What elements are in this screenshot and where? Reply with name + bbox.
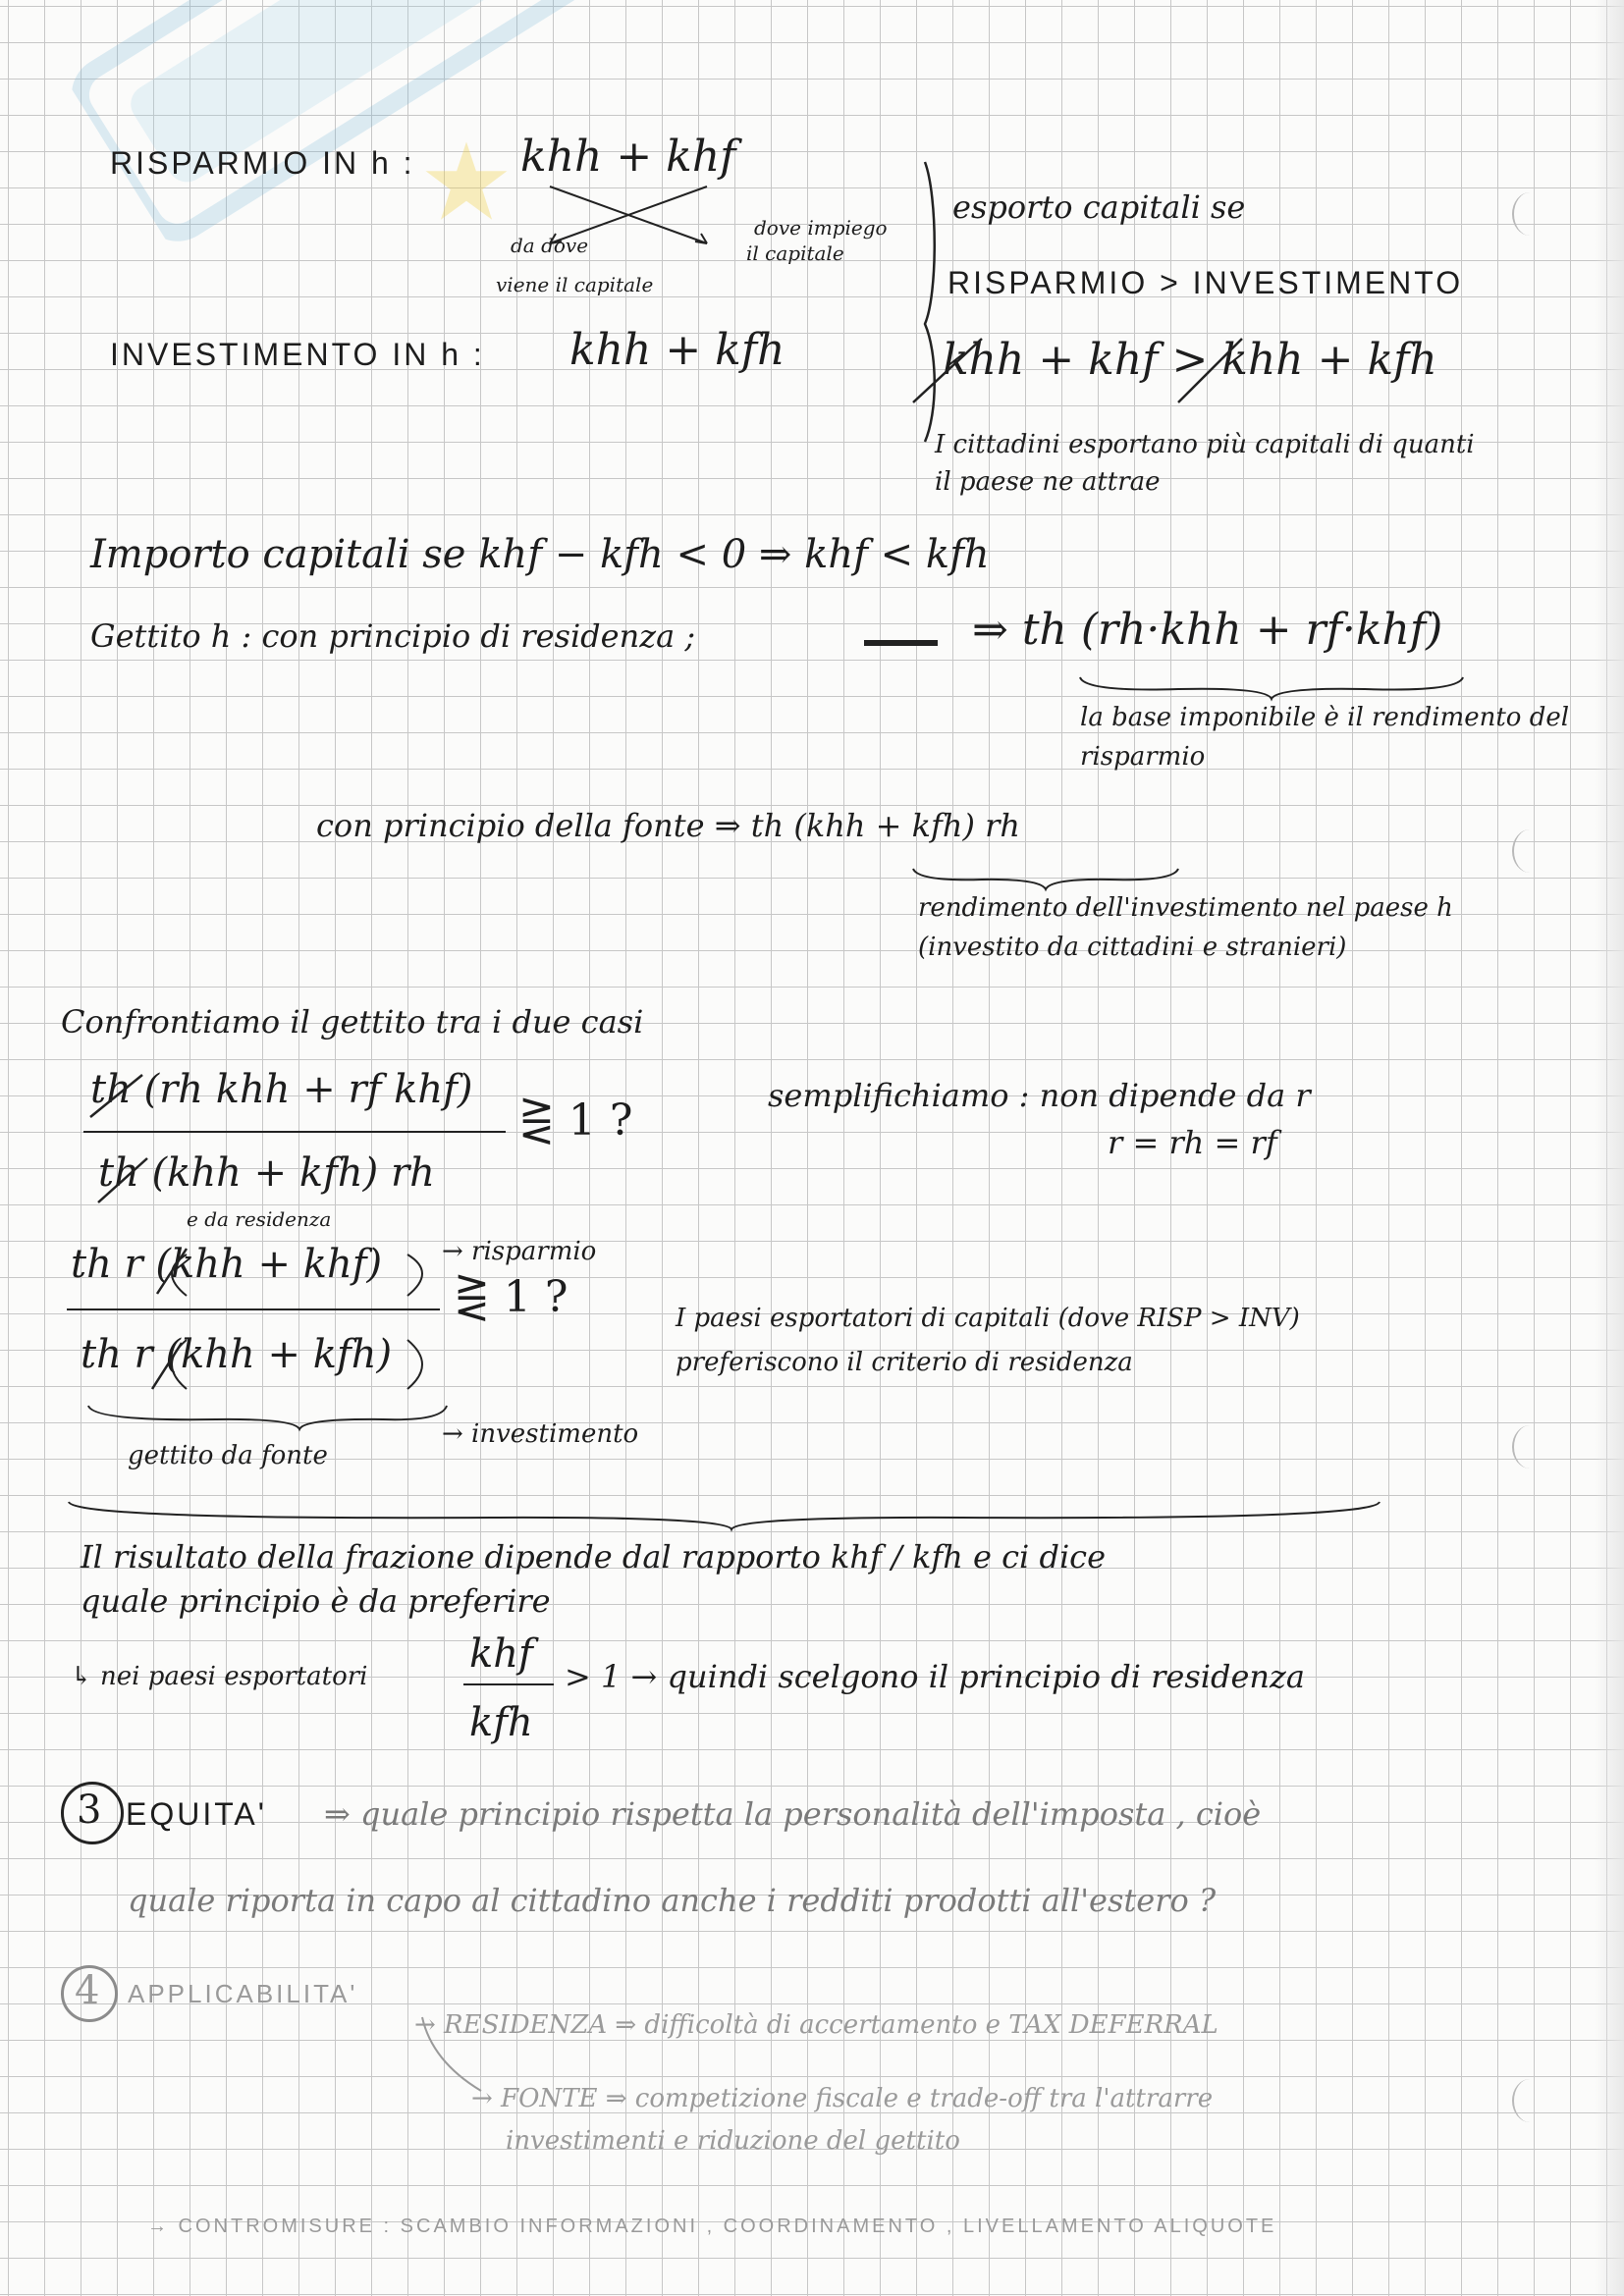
gettito-fonte: gettito da fonte [128,1441,328,1470]
frac1-compare: ⋛ 1 ? [518,1095,633,1146]
number-4: 4 [75,1968,100,2013]
equita-text-1: ⇒ quale principio rispetta la personalità dell'imposta , cioè [324,1795,1262,1833]
equita-text-2: quale riporta in capo al cittadino anche i redditi prodotti all'estero ? [128,1882,1217,1919]
note-origin-1: da dove [511,234,589,257]
equita-label: EQUITA' [126,1796,267,1832]
fonte-note-2: (investito da cittadini e stranieri) [918,933,1347,962]
export-note-1: I cittadini esportano più capitali di quanti [935,430,1475,459]
semplif-line-2: r = rh = rf [1108,1124,1277,1161]
investimento-formula: khh + kfh [569,325,785,375]
risultato-line-2: quale principio è da preferire [81,1582,551,1620]
note-use-2: il capitale [746,241,844,265]
applicabilita-label: APPLICABILITA' [128,1979,358,2008]
export-label: esporto capitali se [952,188,1246,226]
ratio-compare: > 1 → quindi scelgono il principio di residenza [565,1658,1305,1695]
residenza-note-2: risparmio [1080,742,1206,772]
fonte-line-2: investimenti e riduzione del gettito [506,2126,960,2156]
fonte-note-1: rendimento dell'investimento nel paese h [918,893,1453,923]
fonte-line: con principio della fonte ⇒ th (khh + kfh) rh [316,807,1021,844]
contromisure-line: → CONTROMISURE : SCAMBIO INFORMAZIONI , COORDINAMENTO , LIVELLAMENTO ALIQUOTE [147,2216,1277,2237]
export-condition: RISPARMIO > INVESTIMENTO [947,265,1464,300]
risultato-line-1: Il risultato della frazione dipende dal rapporto khf / kfh e ci dice [81,1538,1107,1575]
confronto-line: Confrontiamo il gettito tra i due casi [61,1003,644,1041]
esportatori-label: ↳ nei paesi esportatori [71,1662,368,1691]
note-origin-2: viene il capitale [496,273,654,296]
investimento-label: INVESTIMENTO IN h : [110,337,485,372]
fonte-line-1: → FONTE ⇒ competizione fiscale e trade-off tra l'attrarre [471,2084,1214,2113]
export-note-2: il paese ne attrae [935,467,1161,497]
paesi-note-1: I paesi esportatori di capitali (dove RISP > INV) [676,1304,1300,1333]
paesi-note-2: preferiscono il criterio di residenza [676,1348,1133,1377]
frac1-numerator: th (rh khh + rf khf) [90,1067,473,1112]
gettito-label: Gettito h : con principio di residenza ; [90,617,696,655]
frac2-compare: ⋛ 1 ? [454,1272,568,1322]
investimento-arrow: → investimento [442,1419,639,1449]
import-line: Importo capitali se khf − kfh < 0 ⇒ khf < kfh [90,532,990,577]
note-use-1: dove impiego [754,216,888,240]
number-3: 3 [77,1788,102,1833]
risparmio-arrow: → risparmio [442,1237,597,1266]
frac1-den-note: e da residenza [187,1207,332,1231]
residenza-line: → RESIDENZA ⇒ difficoltà di accertamento e TAX DEFERRAL [414,2010,1218,2040]
ratio-denominator: kfh [469,1700,533,1745]
frac1-denominator: th (khh + kfh) rh [98,1150,435,1196]
frac2-numerator: th r (khh + khf) [71,1242,383,1287]
residenza-note-1: la base imponibile è il rendimento del [1080,703,1570,732]
risparmio-label: RISPARMIO IN h : [110,145,415,181]
semplif-line-1: semplifichiamo : non dipende da r [768,1077,1311,1114]
export-formula: khh + khf > khh + kfh [943,335,1437,385]
risparmio-formula: khh + khf [520,132,736,182]
gettito-formula: ⇒ th (rh·khh + rf·khf) [972,605,1443,655]
frac2-denominator: th r (khh + kfh) [81,1332,393,1377]
ratio-numerator: khf [469,1631,533,1677]
